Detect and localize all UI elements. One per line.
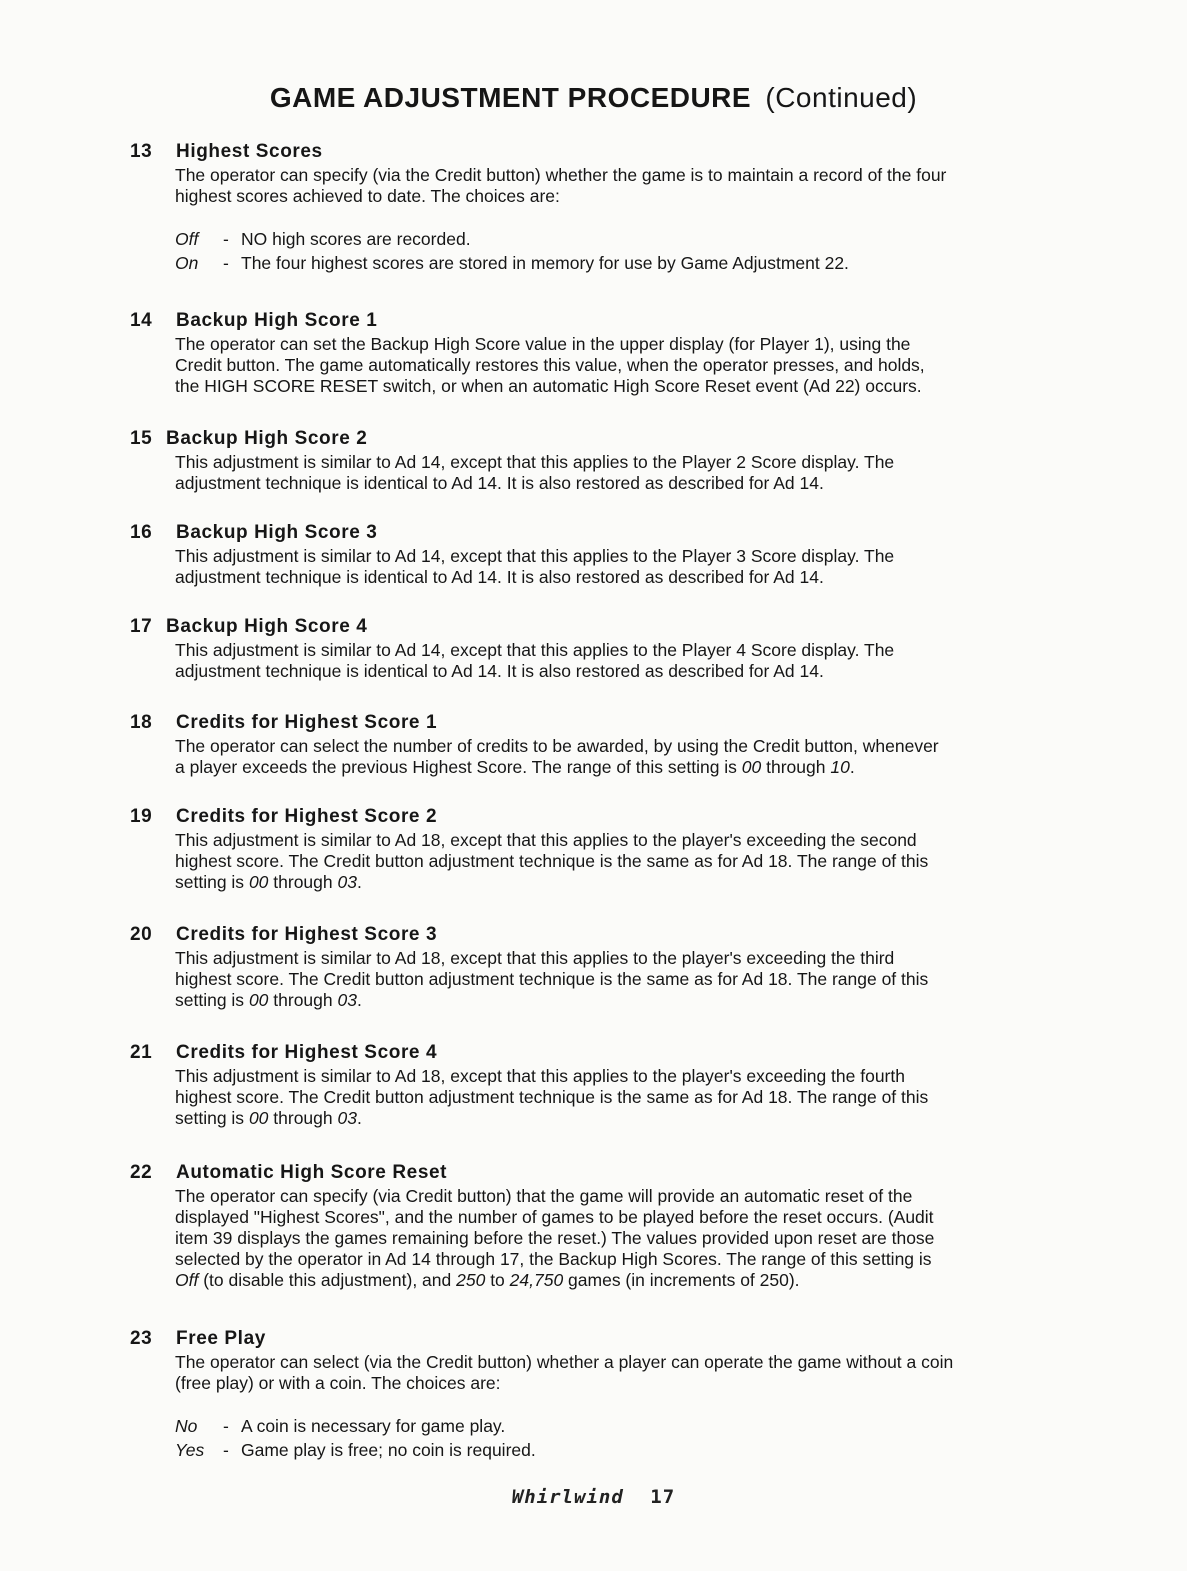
choice-text: The four highest scores are stored in memory for use by Game Adjustment 22. [241,253,849,273]
text-line: The operator can select the number of credits to be awarded, by using the Credit button, whenever [175,736,939,756]
text-line: The operator can select (via the Credit button) whether a player can operate the game without a coin [175,1352,954,1372]
choice-text: NO high scores are recorded. [241,229,471,249]
section-text [175,1186,1060,1291]
choice-key: Yes [175,1440,205,1460]
text-fragment: (to disable this adjustment), and [198,1270,457,1290]
text-line: The operator can specify (via the Credit button) whether the game is to maintain a record of the four [175,165,947,185]
page-footer [0,1486,1187,1508]
section-title: Backup High Score 1 [176,310,378,331]
section-22 [130,1162,1060,1291]
range-value: 10 [830,757,850,777]
choice-key: No [175,1416,198,1436]
section-text [175,334,1060,397]
section-title: Backup High Score 4 [166,616,368,637]
page-title [0,82,1187,114]
section-title: Automatic High Score Reset [176,1162,448,1183]
choice-item [175,1438,1060,1462]
page-title-main: GAME ADJUSTMENT PROCEDURE [269,82,752,113]
choice-dash: - [223,229,229,249]
section-heading [130,806,1060,830]
range-value: 00 [248,990,269,1010]
section-text [175,1066,1060,1129]
text-fragment: setting is [175,1108,249,1128]
section-title: Credits for Highest Score 2 [176,806,438,827]
section-23 [130,1328,1060,1462]
section-title: Backup High Score 3 [176,522,378,543]
text-line: the HIGH SCORE RESET switch, or when an automatic High Score Reset event (Ad 22) occurs. [175,376,922,396]
text-fragment: through [268,990,338,1010]
text-fragment: . [356,990,362,1010]
text-line: (free play) or with a coin. The choices are: [175,1373,501,1393]
section-19 [130,806,1060,893]
game-logo: Whirlwind [511,1486,624,1508]
text-line: The operator can set the Backup High Score value in the upper display (for Player 1), using the [175,334,911,354]
range-value: Off [175,1270,199,1290]
section-text [175,1352,1060,1394]
section-number: 13 [130,141,153,162]
section-13 [130,141,1060,275]
section-text [175,546,1060,588]
text-line: This adjustment is similar to Ad 14, except that this applies to the Player 4 Score display. The [175,640,895,660]
text-fragment: . [356,872,362,892]
section-21 [130,1042,1060,1129]
section-number: 22 [130,1162,153,1183]
text-line: This adjustment is similar to Ad 14, except that this applies to the Player 2 Score display. The [175,452,895,472]
section-number: 21 [130,1042,153,1063]
section-15 [130,428,1060,494]
section-title: Highest Scores [176,141,323,162]
choice-item [175,227,1060,251]
choice-dash: - [223,253,229,273]
text-line: adjustment technique is identical to Ad 14. It is also restored as described for Ad 14. [175,473,824,493]
text-line: This adjustment is similar to Ad 18, except that this applies to the player's exceeding the second [175,830,917,850]
text-fragment: a player exceeds the previous Highest Score. The range of this setting is [175,757,742,777]
section-heading [130,1042,1060,1066]
choice-text: Game play is free; no coin is required. [241,1440,536,1460]
text-fragment: to [485,1270,510,1290]
section-text [175,452,1060,494]
text-line [175,1270,1060,1291]
section-number: 23 [130,1328,153,1349]
range-value: 00 [741,757,762,777]
choice-item [175,251,1060,275]
section-text [175,736,1060,778]
text-line: highest scores achieved to date. The choices are: [175,186,560,206]
section-number: 19 [130,806,153,827]
text-fragment: setting is [175,872,249,892]
text-fragment: through [268,1108,338,1128]
text-line [175,757,1060,778]
section-14 [130,310,1060,397]
range-value: 250 [456,1270,486,1290]
section-text [175,948,1060,1011]
section-heading [130,141,1060,165]
section-heading [130,1162,1060,1186]
text-line: adjustment technique is identical to Ad 14. It is also restored as described for Ad 14. [175,567,824,587]
section-16 [130,522,1060,588]
section-number: 17 [130,616,153,637]
choice-key: Off [175,229,199,249]
section-heading [130,924,1060,948]
choice-list [175,227,1060,275]
text-line [175,1108,1060,1129]
section-text [175,640,1060,682]
text-line: highest score. The Credit button adjustment technique is the same as for Ad 18. The range of this [175,1087,929,1107]
text-line [175,990,1060,1011]
text-fragment: games (in increments of 250). [563,1270,800,1290]
section-number: 20 [130,924,153,945]
choice-dash: - [223,1440,229,1460]
section-number: 18 [130,712,153,733]
text-line: The operator can specify (via Credit button) that the game will provide an automatic reset of the [175,1186,913,1206]
section-17 [130,616,1060,682]
section-number: 16 [130,522,153,543]
range-value: 00 [248,872,269,892]
section-title: Free Play [176,1328,266,1349]
text-line: Credit button. The game automatically restores this value, when the operator presses, and holds, [175,355,925,375]
section-title: Credits for Highest Score 4 [176,1042,438,1063]
section-text [175,165,1060,207]
choice-item [175,1414,1060,1438]
choice-dash: - [223,1416,229,1436]
range-value: 24,750 [509,1270,564,1290]
section-number: 15 [130,428,153,449]
text-line: highest score. The Credit button adjustment technique is the same as for Ad 18. The range of this [175,851,929,871]
section-20 [130,924,1060,1011]
text-line: highest score. The Credit button adjustment technique is the same as for Ad 18. The range of this [175,969,929,989]
text-line: This adjustment is similar to Ad 18, except that this applies to the player's exceeding the third [175,948,895,968]
text-fragment: through [268,872,338,892]
range-value: 03 [337,872,357,892]
section-title: Backup High Score 2 [166,428,368,449]
text-line: This adjustment is similar to Ad 14, except that this applies to the Player 3 Score display. The [175,546,895,566]
page-title-suffix: (Continued) [765,82,918,113]
section-text [175,830,1060,893]
section-18 [130,712,1060,778]
range-value: 03 [337,1108,357,1128]
choice-text: A coin is necessary for game play. [241,1416,506,1436]
page-number: 17 [650,1486,676,1508]
range-value: 00 [248,1108,269,1128]
section-heading [130,522,1060,546]
text-line: item 39 displays the games remaining before the reset.) The values provided upon reset are those [175,1228,935,1248]
text-fragment: setting is [175,990,249,1010]
text-fragment: . [356,1108,362,1128]
text-line: adjustment technique is identical to Ad 14. It is also restored as described for Ad 14. [175,661,824,681]
section-heading [130,1328,1060,1352]
section-heading [130,428,1060,452]
section-title: Credits for Highest Score 3 [176,924,438,945]
text-fragment: through [761,757,831,777]
text-line: This adjustment is similar to Ad 18, except that this applies to the player's exceeding the fourth [175,1066,905,1086]
choice-list [175,1414,1060,1462]
section-heading [130,712,1060,736]
choice-key: On [175,253,199,273]
text-line: selected by the operator in Ad 14 through 17, the Backup High Scores. The range of this setting is [175,1249,932,1269]
text-fragment: . [849,757,855,777]
section-heading [130,616,1060,640]
text-line [175,872,1060,893]
section-number: 14 [130,310,153,331]
section-heading [130,310,1060,334]
text-line: displayed "Highest Scores", and the number of games to be played before the reset occurs. (Audit [175,1207,934,1227]
range-value: 03 [337,990,357,1010]
section-title: Credits for Highest Score 1 [176,712,438,733]
